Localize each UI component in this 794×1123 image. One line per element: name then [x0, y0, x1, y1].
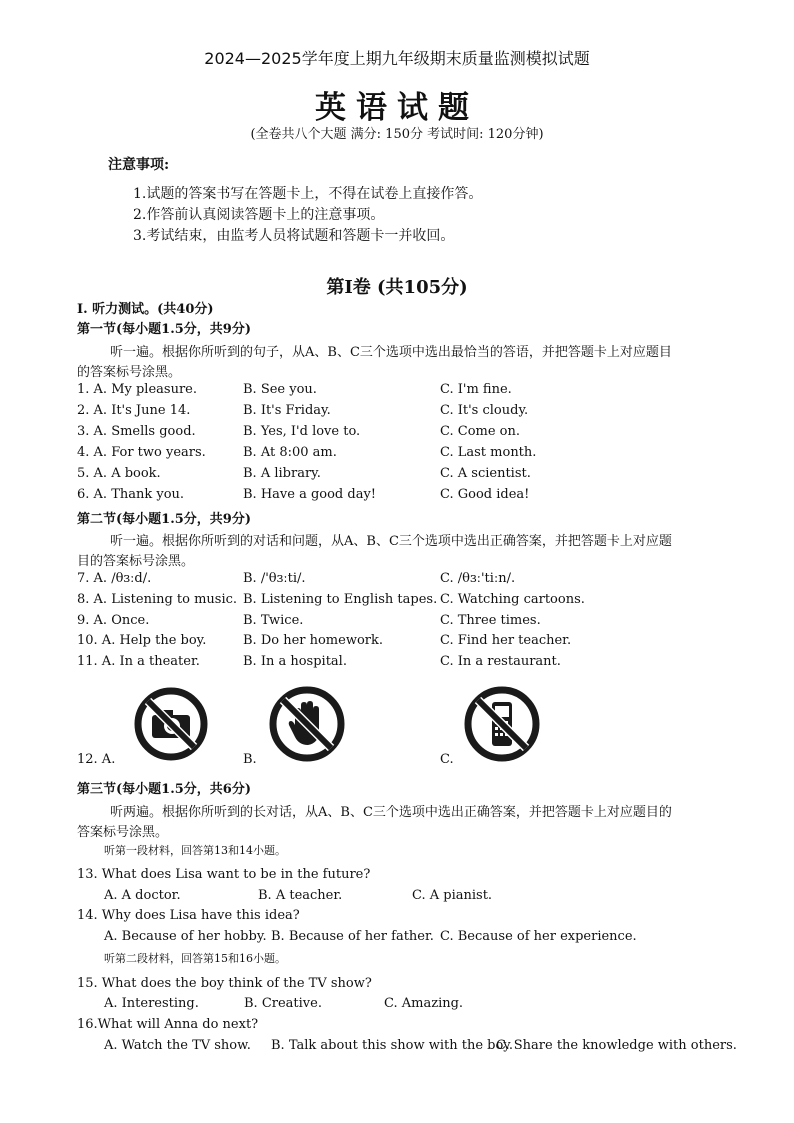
- option-b[interactable]: B. At 8:00 am.: [243, 445, 337, 460]
- subject-title: 英语试题: [315, 90, 479, 126]
- option-a[interactable]: A. A doctor.: [104, 888, 181, 903]
- note-item: 1.试题的答案书写在答题卡上，不得在试卷上直接作答。: [133, 186, 483, 202]
- passage1-note: 听第一段材料，回答第13和14小题。: [104, 844, 286, 857]
- section2-title: 第二节(每小题1.5分，共9分): [77, 512, 251, 527]
- option-c[interactable]: C. Because of her experience.: [440, 929, 637, 944]
- option-a[interactable]: 6. A. Thank you.: [77, 487, 185, 502]
- option-c[interactable]: C. A scientist.: [440, 466, 531, 481]
- option-c[interactable]: C. /θɜː'tiːn/.: [440, 571, 516, 586]
- option-b[interactable]: B. /'θɜːti/.: [243, 571, 306, 586]
- option-c[interactable]: C. A pianist.: [412, 888, 493, 903]
- section2-instruction-cont: 目的答案标号涂黑。: [77, 554, 195, 569]
- option-b[interactable]: B. Yes, I'd love to.: [243, 424, 361, 439]
- option-b[interactable]: B. Listening to English tapes.: [243, 592, 438, 607]
- question-15-text: 15. What does the boy think of the TV show?: [77, 976, 372, 991]
- section2-instruction: 听一遍。根据你所听到的对话和问题，从A、B、C三个选项中选出正确答案，并把答题卡上对应题: [110, 534, 672, 549]
- passage2-note: 听第二段材料，回答第15和16小题。: [104, 952, 286, 965]
- section1-instruction: 听一遍。根据你所听到的句子，从A、B、C三个选项中选出最恰当的答语，并把答题卡上对应题目: [110, 345, 672, 360]
- option-a[interactable]: 3. A. Smells good.: [77, 424, 196, 439]
- option-c[interactable]: C. Come on.: [440, 424, 521, 439]
- option-b[interactable]: B. Have a good day!: [243, 487, 377, 502]
- option-a[interactable]: A. Watch the TV show.: [104, 1038, 251, 1053]
- option-a[interactable]: 2. A. It's June 14.: [77, 403, 191, 418]
- exam-title: 2024—2025学年度上期九年级期末质量监测模拟试题: [204, 49, 590, 68]
- option-a[interactable]: A. Because of her hobby.: [104, 929, 267, 944]
- option-a[interactable]: 10. A. Help the boy.: [77, 633, 207, 648]
- section1-instruction-cont: 的答案标号涂黑。: [77, 365, 182, 380]
- question-16-text: 16.What will Anna do next?: [77, 1017, 259, 1032]
- option-b[interactable]: B. Creative.: [244, 996, 322, 1011]
- option-c[interactable]: C. Share the knowledge with others.: [496, 1038, 737, 1053]
- option-b[interactable]: B. A teacher.: [258, 888, 343, 903]
- option-c[interactable]: C. Last month.: [440, 445, 537, 460]
- exam-info: (全卷共八个大题 满分: 150分 考试时间: 120分钟): [250, 127, 544, 142]
- option-b[interactable]: B. Twice.: [243, 613, 304, 628]
- option-a[interactable]: 12. A.: [77, 752, 116, 767]
- note-item: 3.考试结束，由监考人员将试题和答题卡一并收回。: [133, 228, 455, 244]
- question-13-text: 13. What does Lisa want to be in the future?: [77, 867, 371, 882]
- option-a[interactable]: 4. A. For two years.: [77, 445, 206, 460]
- option-a[interactable]: 11. A. In a theater.: [77, 654, 200, 669]
- option-a[interactable]: 9. A. Once.: [77, 613, 150, 628]
- option-b[interactable]: B. It's Friday.: [243, 403, 331, 418]
- option-c[interactable]: C. Three times.: [440, 613, 541, 628]
- option-c[interactable]: C. I'm fine.: [440, 382, 512, 397]
- option-b[interactable]: B. In a hospital.: [243, 654, 347, 669]
- option-b[interactable]: B. A library.: [243, 466, 321, 481]
- section1-title: 第一节(每小题1.5分，共9分): [77, 322, 251, 337]
- option-c[interactable]: C. In a restaurant.: [440, 654, 561, 669]
- section3-instruction-cont: 答案标号涂黑。: [77, 825, 169, 840]
- part-title: 第Ⅰ卷 (共105分): [326, 277, 468, 298]
- option-b[interactable]: B. Do her homework.: [243, 633, 384, 648]
- option-a[interactable]: 1. A. My pleasure.: [77, 382, 197, 397]
- listening-title: I. 听力测试。(共40分): [77, 302, 214, 317]
- option-a[interactable]: 8. A. Listening to music.: [77, 592, 238, 607]
- no-touching-icon[interactable]: [268, 685, 346, 763]
- section3-instruction: 听两遍。根据你所听到的长对话，从A、B、C三个选项中选出正确答案，并把答题卡上对应题目的: [110, 805, 672, 820]
- option-c[interactable]: C. It's cloudy.: [440, 403, 529, 418]
- option-b[interactable]: B. See you.: [243, 382, 317, 397]
- option-a[interactable]: 5. A. A book.: [77, 466, 161, 481]
- option-b[interactable]: B. Because of her father.: [271, 929, 434, 944]
- option-c[interactable]: C. Good idea!: [440, 487, 530, 502]
- option-b[interactable]: B. Talk about this show with the boy.: [271, 1038, 514, 1053]
- option-b[interactable]: B.: [243, 752, 257, 767]
- question-14-text: 14. Why does Lisa have this idea?: [77, 908, 300, 923]
- option-c[interactable]: C. Amazing.: [384, 996, 464, 1011]
- note-item: 2.作答前认真阅读答题卡上的注意事项。: [133, 207, 385, 223]
- notes-title: 注意事项:: [108, 157, 170, 173]
- option-a[interactable]: A. Interesting.: [104, 996, 199, 1011]
- option-a[interactable]: 7. A. /θɜːd/.: [77, 571, 152, 586]
- no-phone-icon[interactable]: [463, 685, 541, 763]
- option-c[interactable]: C. Watching cartoons.: [440, 592, 585, 607]
- no-camera-icon[interactable]: [133, 686, 209, 762]
- option-c[interactable]: C. Find her teacher.: [440, 633, 572, 648]
- section3-title: 第三节(每小题1.5分，共6分): [77, 782, 251, 797]
- option-c[interactable]: C.: [440, 752, 454, 767]
